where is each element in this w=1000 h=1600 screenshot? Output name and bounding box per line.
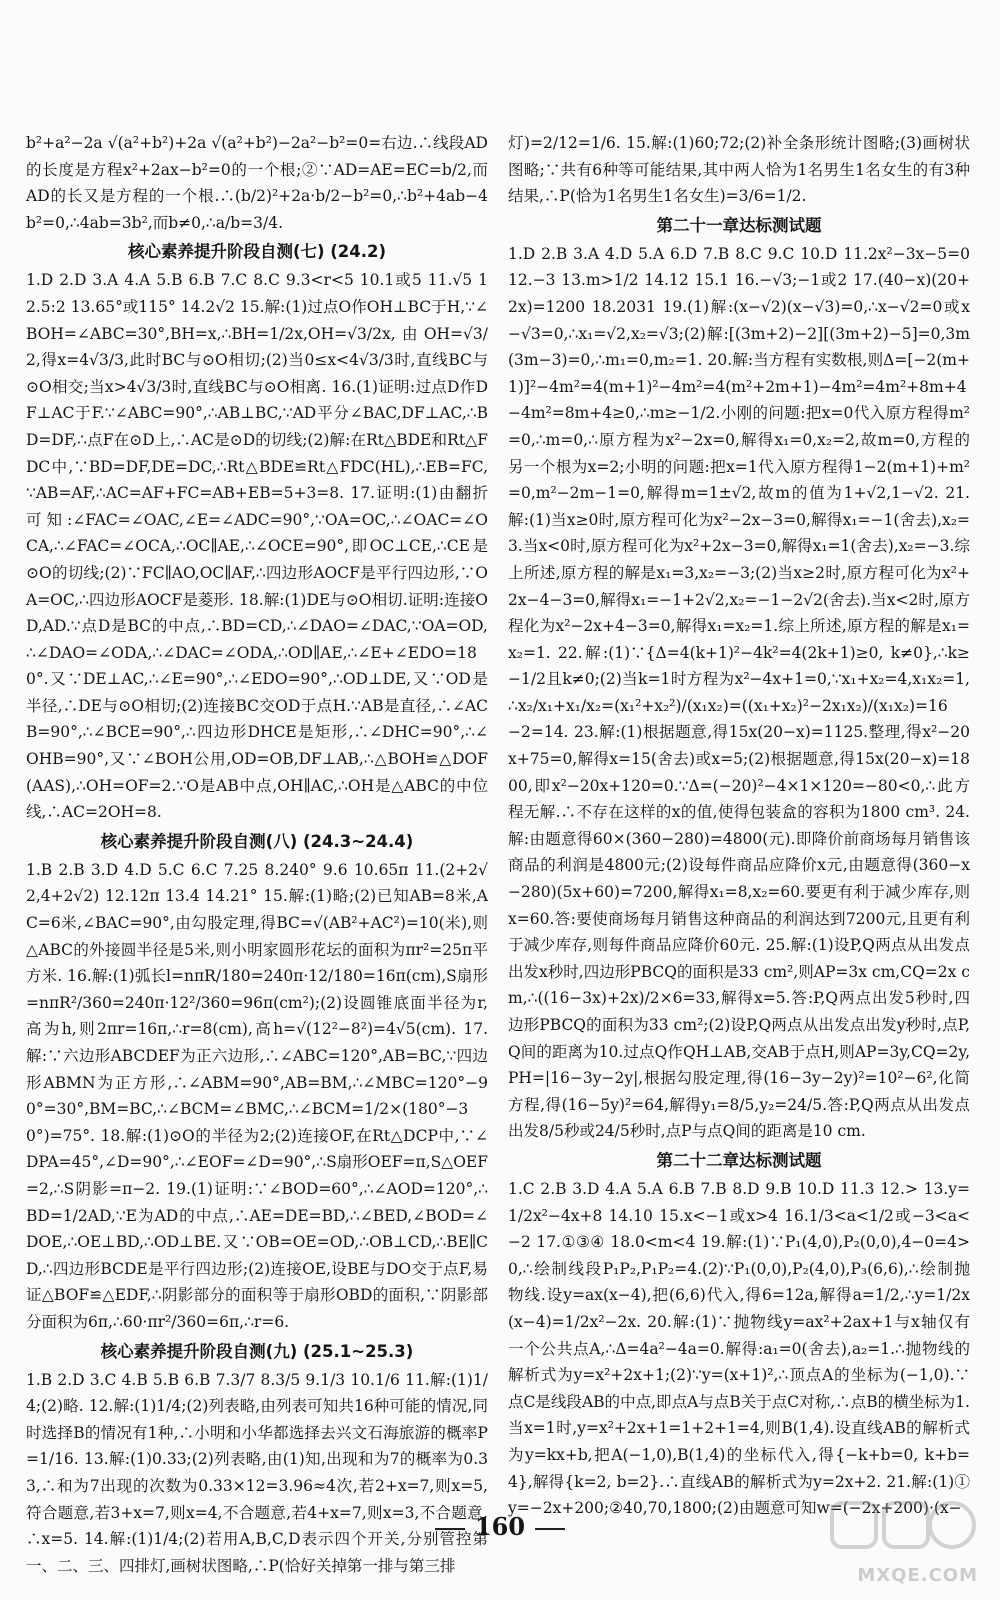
right-column xyxy=(508,130,970,1522)
answer-text: 1.D 2.B 3.A 4.D 5.A 6.D 7.B 8.C 9.C 10.D 11.2x²−3x−5=0 12.−3 13.m>1/2 14.12 15.1 16.−√3;−1或2 17.(40−x)(20+2x)=1200 18.2031 19.(1)解:(x−√2)(x−√3)=0,∴x−√2=0或x−√3=0,∴x₁=√2,x₂=√3;(2)解:[(3m+2)−2][(3m+2)−5]=0,3m(3m−3)=0,∴m₁=0,m₂=1. 20.解:当方程有实数根,则Δ=[−2(m+1)]²−4m²=4(m+1)²−4m²=4(m²+2m+1)−4m²=4m²+8m+4−4m²=8m+4≥0,∴m≥−1/2.小刚的问题:把x=0代入原方程得m²=0,∴m=0,∴原方程为x²−2x=0,解得x₁=0,x₂=2,故m=0,方程的另一个根为x=2;小明的问题:把x=1代入原方程得1−2(m+1)+m²=0,m²−2m−1=0,解得m=1±√2,故m的值为1+√2,1−√2. 21.解:(1)当x≥0时,原方程可化为x²−2x−3=0,解得x₁=−1(舍去),x₂=3.当x<0时,原方程可化为x²+2x−3=0,解得x₁=1(舍去),x₂=−3.综上所述,原方程的解是x₁=3,x₂=−3;(2)当x≥2时,原方程可化为x²+2x−4−3=0,解得x₁=−1+2√2,x₂=−1−2√2(舍去).当x<2时,原方程化为x²−2x+4−3=0,解得x₁=x₂=1.综上所述,原方程的解是x₁=x₂=1. 22.解:(1)∵{Δ=4(k+1)²−4k²=4(2k+1)≥0, k≠0},∴k≥−1/2且k≠0;(2)当k=1时方程为x²−4x+1=0,∵x₁+x₂=4,x₁x₂=1,∴x₂/x₁+x₁/x₂=(x₁²+x₂²)/(x₁x₂)=((x₁+x₂)²−2x₁x₂)/(x₁x₂)=16−2=14. 23.解:(1)根据题意,得15x(20−x)=1125.整理,得x²−20x+75=0,解得x=15(舍去)或x=5;(2)根据题意,得15x(20−x)=1800,即x²−20x+120=0.∵Δ=(−20)²−4×1×120=−80<0,∴此方程无解.∴不存在这样的x的值,使得包装盒的容积为1800 cm³. 24.解:由题意得60×(360−280)=4800(元).即降价前商场每月销售该商品的利润是4800元;(2)设每件商品应降价x元,由题意得(360−x−280)(5x+60)=7200,解得x₁=8,x₂=60.要更有利于减少库存,则x=60.答:要使商场每月销售这种商品的利润达到7200元,且更有利于减少库存,则每件商品应降价60元. 25.解:(1)设P,Q两点从出发点出发x秒时,四边形PBCQ的面积是33 cm²,则AP=3x cm,CQ=2x cm,∴((16−3x)+2x)/2×6=33,解得x=5.答:P,Q两点出发5秒时,四边形PBCQ的面积为33 cm²;(2)设P,Q两点从出发点出发y秒时,点P,Q间的距离为10.过点Q作QH⊥AB,交AB于点H,则AP=3y,CQ=2y,PH=|16−3y−2y|,根据勾股定理,得(16−3y−2y)²=10²−6²,化简方程,得(16−5y)²=64,解得y₁=8/5,y₂=24/5.答:P,Q两点从出发点出发8/5秒或24/5秒时,点P与点Q间的距离是10 cm. xyxy=(508,244,970,1141)
footer-dash-right xyxy=(535,1528,565,1530)
answer-text: 1.C 2.B 3.D 4.A 5.A 6.B 7.B 8.D 9.B 10.D 11.3 12.> 13.y=1/2x²−4x+8 14.10 15.x<−1或x>4 16.1/3<a<1/2或−3<a<−2 17.①③④ 18.0<m<4 19.解:(1)∵P₁(4,0),P₂(0,0),4−0=4>0,∴绘制线段P₁P₂,P₁P₂=4.(2)∵P₁(0,0),P₂(4,0),P₃(6,6),∴绘制抛物线.设y=ax(x−4),把(6,6)代入,得6=12a,解得a=1/2,∴y=1/2x(x−4)=1/2x²−2x. 20.解:(1)∵抛物线y=ax²+2ax+1与x轴仅有一个公共点A,∴Δ=4a²−4a=0.解得:a₁=0(舍去),a₂=1.∴抛物线的解析式为y=x²+2x+1;(2)∵y=(x+1)²,∴顶点A的坐标为(−1,0).∵点C是线段AB的中点,即点A与点B关于点C对称,∴点B的横坐标为1.当x=1时,y=x²+2x+1=1+2+1=4,则B(1,4).设直线AB的解析式为y=kx+b,把A(−1,0),B(1,4)的坐标代入,得{−k+b=0, k+b=4},解得{k=2, b=2}.∴直线AB的解析式为y=2x+2. 21.解:(1)①y=−2x+200;②40,70,1800;(2)由题意可知w=(−2x+200)·(x− xyxy=(508,1179,970,1518)
page-number: 160 xyxy=(474,1512,526,1541)
answer-text: 1.B 2.B 3.D 4.D 5.C 6.C 7.25 8.240° 9.6 10.65π 11.(2+2√2,4+2√2) 12.12π 13.4 14.21° 15.解:(1)略;(2)已知AB=8米,AC=6米,∠BAC=90°,由勾股定理,得BC=√(AB²+AC²)=10(米),则△ABC的外接圆半径是5米,则小明家圆形花坛的面积为πr²=25π平方米. 16.解:(1)弧长l=nπR/180=240π·12/180=16π(cm),S扇形=nπR²/360=240π·12²/360=96π(cm²);(2)设圆锥底面半径为r,高为h,则2πr=16π,∴r=8(cm),高h=√(12²−8²)=4√5(cm). 17.解:∵六边形ABCDEF为正六边形,∴∠ABC=120°,AB=BC,∵四边形ABMN为正方形,∴∠ABM=90°,AB=BM,∴∠MBC=120°−90°=30°,BM=BC,∴∠BCM=∠BMC,∴∠BCM=1/2×(180°−30°)=75°. 18.解:(1)⊙O的半径为2;(2)连接OF,在Rt△DCP中,∵∠DPA=45°,∠D=90°,∴∠EOF=∠D=90°,∴S扇形OEF=π,S△OEF=2,∴S阴影=π−2. 19.(1)证明:∵∠BOD=60°,∴∠AOD=120°,∴BD=1/2AD,∵E为AD的中点,∴AE=DE=BD,∴∠BED,∠BOD=∠DOE,∴OE⊥BD,∴OD⊥BE.又∵OB=OE=OD,∴OB⊥CD,∴BE∥CD,∴四边形BCDE是平行四边形;(2)连接OE,设BE与DO交于点F,易证△BOF≌△EDF,∴阴影部分的面积等于扇形OBD的面积,∵阴影部分面积为6π,∴60·πr²/360=6π,∴r=6. xyxy=(26,860,488,1331)
watermark-text: MXQE.COM xyxy=(857,1565,978,1586)
answer-text: b²+a²−2a √(a²+b²)+2a √(a²+b²)−2a²−b²=0=右边.∴线段AD的长度是方程x²+2ax−b²=0的一个根;②∵AD=AE=EC=b/2,而AD的长又是方程的一个根.∴(b/2)²+2a·b/2−b²=0,∴b²+4ab−4b²=0,∴4ab=3b²,而b≠0,∴a/b=3/4. xyxy=(26,134,488,232)
watermark xyxy=(822,1495,982,1590)
footer-dash-left xyxy=(435,1528,465,1530)
section-heading: 第二十二章达标测试题 xyxy=(656,1150,822,1170)
answer-logo-icon xyxy=(822,1495,982,1565)
answer-text: 灯)=2/12=1/6. 15.解:(1)60;72;(2)补全条形统计图略;(3)画树状图略;∵共有6种等可能结果,其中两人恰为1名男生1名女生的有3种结果,∴P(恰为1名男生1名女生)=3/6=1/2. xyxy=(508,134,970,206)
section-heading: 核心素养提升阶段自测(九) (25.1~25.3) xyxy=(100,1341,414,1361)
section-heading: 核心素养提升阶段自测(七) (24.2) xyxy=(127,242,387,262)
section-heading: 核心素养提升阶段自测(八) (24.3~24.4) xyxy=(100,831,414,851)
section-heading: 第二十一章达标测试题 xyxy=(656,215,822,235)
left-column xyxy=(26,130,488,1579)
answer-text: 1.D 2.D 3.A 4.A 5.B 6.B 7.C 8.C 9.3<r<5 10.1或5 11.√5 12.5:2 13.65°或115° 14.2√2 15.解:(1)过点O作OH⊥BC于H,∵∠BOH=∠ABC=30°,BH=x,∴BH=1/2x,OH=√3/2x,由OH=√3/2,得x=4√3/3,此时BC与⊙O相切;(2)当0≤x<4√3/3时,直线BC与⊙O相交;当x>4√3/3时,直线BC与⊙O相离. 16.(1)证明:过点D作DF⊥AC于F.∵∠ABC=90°,∴AB⊥BC,∵AD平分∠BAC,DF⊥AC,∴BD=DF,∴点F在⊙D上,∴AC是⊙D的切线;(2)解:在Rt△BDE和Rt△FDC中,∵BD=DF,DE=DC,∴Rt△BDE≌Rt△FDC(HL),∴EB=FC,∵AB=AF,∴AC=AF+FC=AB+EB=5+3=8. 17.证明:(1)由翻折可知:∠FAC=∠OAC,∠E=∠ADC=90°,∵OA=OC,∴∠OAC=∠OCA,∴∠FAC=∠OCA,∴OC∥AE,∴∠OCE=90°,即OC⊥CE,∴CE是⊙O的切线;(2)∵FC∥AO,OC∥AF,∴四边形AOCF是平行四边形,∵OA=OC,∴四边形AOCF是菱形. 18.解:(1)DE与⊙O相切.证明:连接OD,AD.∵点D是BC的中点,∴BD=CD,∴∠DAO=∠DAC,∵OA=OD,∴∠DAO=∠ODA,∴∠DAC=∠ODA,∴OD∥AE,∴∠E+∠EDO=180°.又∵DE⊥AC,∴∠E=90°,∴∠EDO=90°,∴OD⊥DE,又∵OD是半径,∴DE与⊙O相切;(2)连接BC交OD于点H.∵AB是直径,∴∠ACB=90°,∴∠BCE=90°,∴四边形DHCE是矩形,∴∠DHC=90°,∴∠OHB=90°,又∵∠BOH公用,OD=OB,DF⊥AB,∴△BOH≌△DOF(AAS),∴OH=OF=2.∵O是AB中点,OH∥AC,∴OH是△ABC的中位线,∴AC=2OH=8. xyxy=(26,271,488,822)
answer-text: 1.B 2.D 3.C 4.B 5.B 6.B 7.3/7 8.3/5 9.1/3 10.1/6 11.解:(1)1/4;(2)略. 12.解:(1)1/4;(2)列表略,由列表可知共16种可能的情况,同时选择B的情况有1种,∴小明和小华都选择去兴文石海旅游的概率P=1/16. 13.解:(1)0.33;(2)列表略,由(1)知,出现和为7的概率为0.33,∴和为7出现的次数为0.33×12=3.96≈4次,若2+x=7,则x=5,符合题意,若3+x=7,则x=4,不合题意,若4+x=7,则x=3,不合题意,∴x=5. 14.解:(1)1/4;(2)若用A,B,C,D表示四个开关,分别管控第一、二、三、四排灯,画树状图略,∴P(恰好关掉第一排与第三排 xyxy=(26,1370,488,1575)
